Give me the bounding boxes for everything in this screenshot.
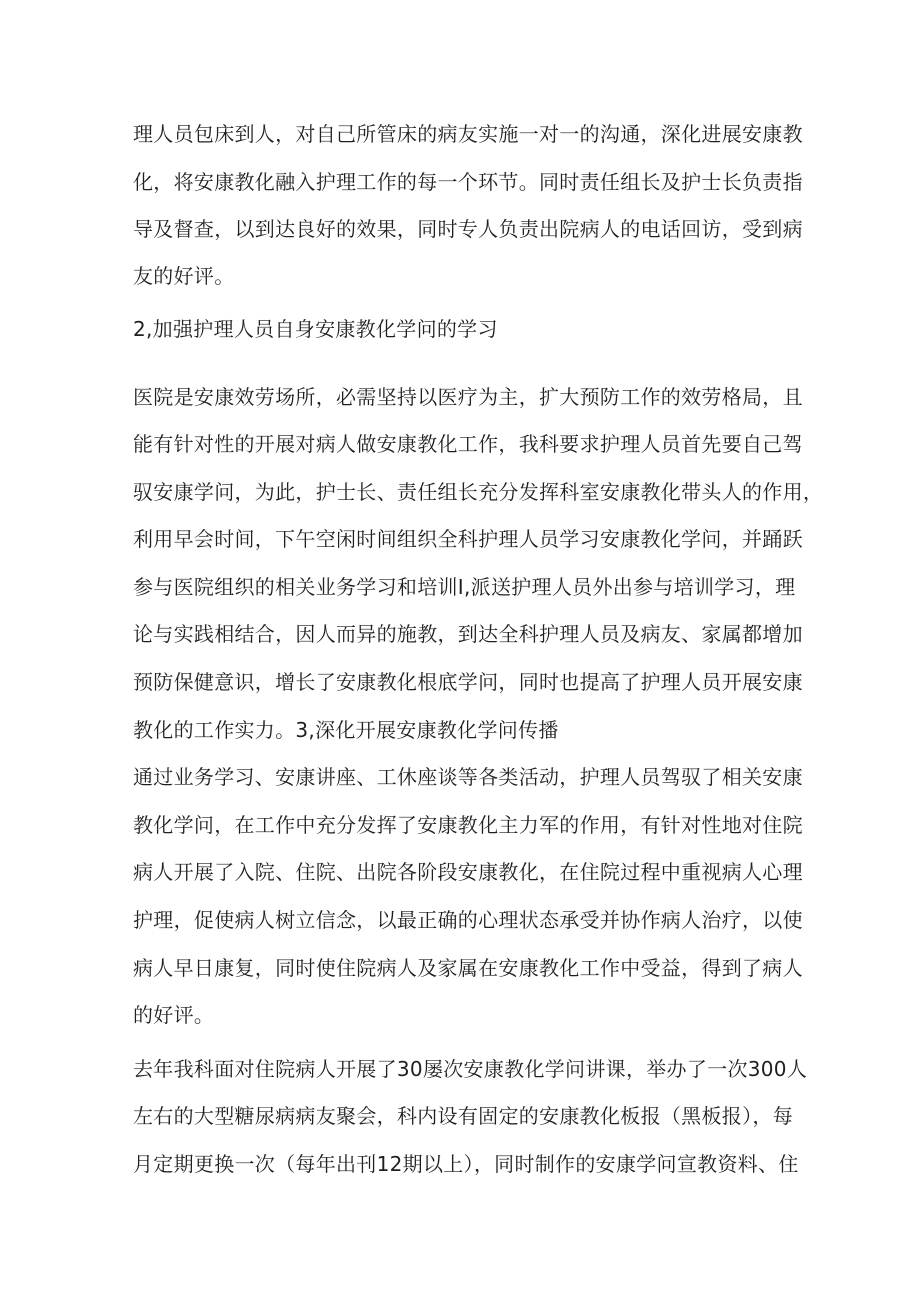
text-line-13: 教化的工作实力。3,深化开展安康教化学问传播 [133, 718, 559, 742]
text-line-15: 教化学问，在工作中充分发挥了安康教化主力军的作用，有针对性地对住院 [133, 813, 803, 837]
text-line-2: 化，将安康教化融入护理工作的每一个环节。同时责任组长及护士长负责指 [133, 170, 803, 194]
text-line-22: 月定期更换一次（每年出刊12期以上），同时制作的安康学问宣教资料、住 [133, 1152, 799, 1176]
text-line-7: 能有针对性的开展对病人做安康教化工作，我科要求护理人员首先要自己驾 [133, 432, 803, 456]
text-line-14: 通过业务学习、安康讲座、工休座谈等各类活动，护理人员驾驭了相关安康 [133, 765, 803, 789]
text-line-17: 护理，促使病人树立信念，以最正确的心理状态承受并协作病人治疗，以使 [133, 908, 803, 932]
text-line-6: 医院是安康效劳场所，必需坚持以医疗为主，扩大预防工作的效劳格局，且 [133, 385, 803, 409]
text-line-21: 左右的大型糖尿病病友聚会，科内设有固定的安康教化板报（黑板报），每 [133, 1104, 793, 1128]
text-line-3: 导及督查，以到达良好的效果，同时专人负责出院病人的电话回访，受到病 [133, 217, 803, 241]
text-line-20: 去年我科面对住院病人开展了30屡次安康教化学问讲课，举办了一次300人 [133, 1057, 808, 1081]
text-line-12: 预防保健意识，增长了安康教化根底学问，同时也提高了护理人员开展安康 [133, 670, 803, 694]
section-heading-2: 2,加强护理人员自身安康教化学问的学习 [133, 317, 498, 341]
text-line-4: 友的好评。 [133, 264, 235, 288]
text-line-8: 驭安康学问，为此，护士长、责任组长充分发挥科室安康教化带头人的作用， [133, 480, 824, 504]
text-line-1: 理人员包床到人，对自己所管床的病友实施一对一的沟通，深化进展安康教 [133, 122, 803, 146]
text-line-18: 病人早日康复，同时使住院病人及家属在安康教化工作中受益，得到了病人 [133, 956, 803, 980]
text-line-11: 论与实践相结合，因人而异的施教，到达全科护理人员及病友、家属都增加 [133, 622, 803, 646]
text-line-10: 参与医院组织的相关业务学习和培训I,派送护理人员外出参与培训学习，理 [133, 575, 796, 599]
text-line-19: 的好评。 [133, 1003, 215, 1027]
text-line-9: 利用早会时间，下午空闲时间组织全科护理人员学习安康教化学问，并踊跃 [133, 527, 803, 551]
text-line-16: 病人开展了入院、住院、出院各阶段安康教化，在住院过程中重视病人心理 [133, 860, 803, 884]
